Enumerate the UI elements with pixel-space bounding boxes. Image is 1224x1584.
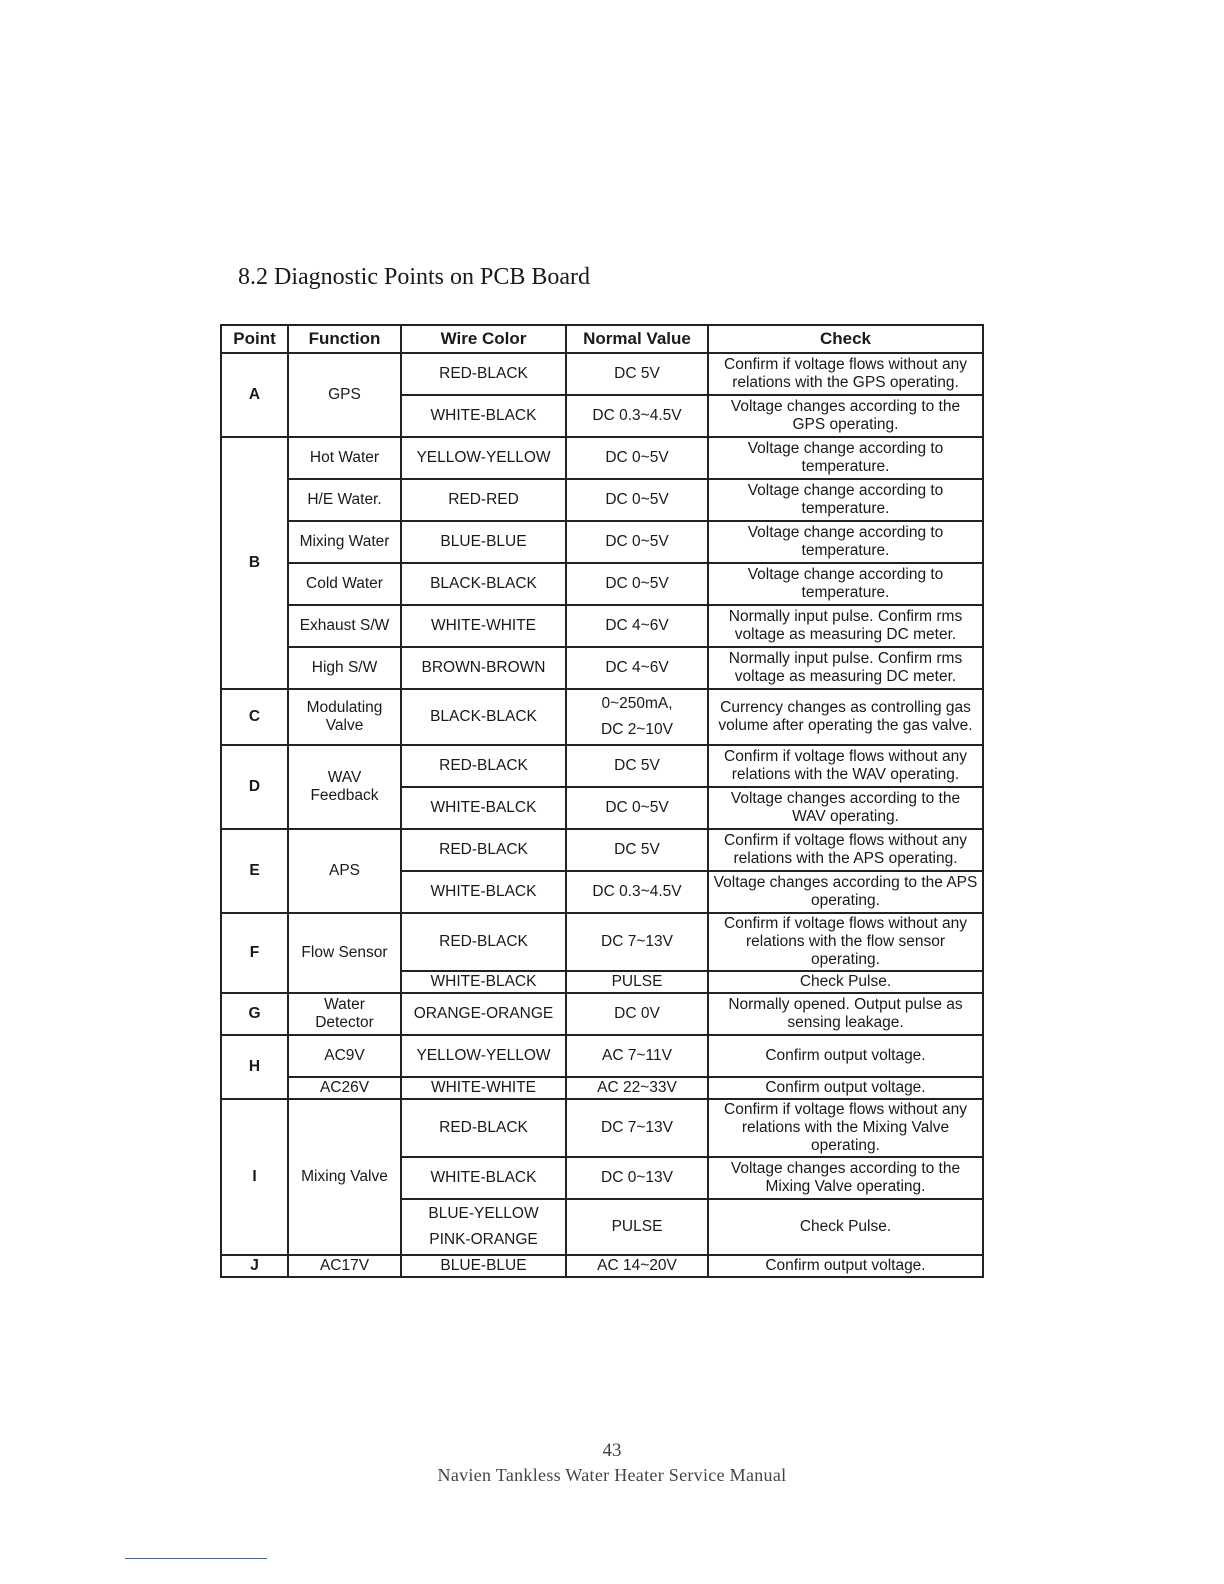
table-row <box>221 913 983 971</box>
point-cell: B <box>221 437 288 689</box>
normal-value-cell: DC 0~5V <box>566 521 708 563</box>
check-cell: Normally input pulse. Confirm rms voltage as measuring DC meter. <box>708 605 983 647</box>
column-header-function: Function <box>288 325 401 353</box>
wire-color-cell: WHITE-BLACK <box>401 871 566 913</box>
point-cell: E <box>221 829 288 913</box>
footnote-rule <box>125 1558 267 1559</box>
normal-value-cell: DC 0.3~4.5V <box>566 395 708 437</box>
function-cell: H/E Water. <box>288 479 401 521</box>
normal-value-cell: DC 7~13V <box>566 913 708 971</box>
function-cell: WAV Feedback <box>288 745 401 829</box>
wire-color-line: BLUE-YELLOW <box>428 1205 539 1222</box>
wire-color-cell: YELLOW-YELLOW <box>401 1035 566 1077</box>
function-cell: Mixing Valve <box>288 1099 401 1255</box>
check-cell: Confirm if voltage flows without any relations with the GPS operating. <box>708 353 983 395</box>
function-cell: Modulating Valve <box>288 689 401 745</box>
wire-color-cell: ORANGE-ORANGE <box>401 993 566 1035</box>
check-cell: Check Pulse. <box>708 1199 983 1255</box>
wire-color-cell: RED-BLACK <box>401 913 566 971</box>
function-cell: APS <box>288 829 401 913</box>
check-cell: Voltage changes according to the WAV operating. <box>708 787 983 829</box>
function-cell: Hot Water <box>288 437 401 479</box>
check-cell: Voltage changes according to the Mixing Valve operating. <box>708 1157 983 1199</box>
normal-value-cell: AC 7~11V <box>566 1035 708 1077</box>
point-cell: C <box>221 689 288 745</box>
check-cell: Normally opened. Output pulse as sensing leakage. <box>708 993 983 1035</box>
wire-color-cell: YELLOW-YELLOW <box>401 437 566 479</box>
check-cell: Voltage change according to temperature. <box>708 521 983 563</box>
check-cell: Currency changes as controlling gas volume after operating the gas valve. <box>708 689 983 745</box>
check-cell: Confirm if voltage flows without any relations with the Mixing Valve operating. <box>708 1099 983 1157</box>
table-row <box>221 993 983 1035</box>
normal-value-line: 0~250mA, <box>601 695 673 712</box>
column-header-normal-value: Normal Value <box>566 325 708 353</box>
table-row <box>221 1035 983 1077</box>
table-row <box>221 829 983 871</box>
table-row <box>221 1255 983 1277</box>
check-cell: Confirm if voltage flows without any relations with the APS operating. <box>708 829 983 871</box>
function-cell: AC26V <box>288 1077 401 1099</box>
point-cell: I <box>221 1099 288 1255</box>
wire-color-cell: RED-BLACK <box>401 1099 566 1157</box>
function-cell: AC9V <box>288 1035 401 1077</box>
table-row <box>221 563 983 605</box>
point-cell: J <box>221 1255 288 1277</box>
wire-color-cell: RED-BLACK <box>401 745 566 787</box>
normal-value-cell: DC 5V <box>566 745 708 787</box>
point-cell: G <box>221 993 288 1035</box>
table-row <box>221 745 983 787</box>
normal-value-cell: AC 14~20V <box>566 1255 708 1277</box>
normal-value-cell: PULSE <box>566 1199 708 1255</box>
wire-color-line: PINK-ORANGE <box>429 1231 538 1248</box>
wire-color-cell <box>401 1199 566 1255</box>
point-cell: A <box>221 353 288 437</box>
function-cell: Flow Sensor <box>288 913 401 993</box>
diagnostic-points-table <box>220 324 984 1278</box>
table-row <box>221 689 983 745</box>
function-cell: AC17V <box>288 1255 401 1277</box>
normal-value-cell <box>566 689 708 745</box>
wire-color-cell: WHITE-WHITE <box>401 605 566 647</box>
check-cell: Check Pulse. <box>708 971 983 993</box>
check-cell: Confirm output voltage. <box>708 1035 983 1077</box>
normal-value-cell: DC 5V <box>566 353 708 395</box>
check-cell: Voltage change according to temperature. <box>708 437 983 479</box>
table-row <box>221 437 983 479</box>
wire-color-cell: WHITE-BLACK <box>401 395 566 437</box>
wire-color-cell: WHITE-WHITE <box>401 1077 566 1099</box>
normal-value-cell: DC 4~6V <box>566 647 708 689</box>
table-row <box>221 479 983 521</box>
normal-value-cell: DC 4~6V <box>566 605 708 647</box>
normal-value-cell: AC 22~33V <box>566 1077 708 1099</box>
normal-value-cell: DC 0~5V <box>566 787 708 829</box>
point-cell: F <box>221 913 288 993</box>
wire-color-cell: BLACK-BLACK <box>401 563 566 605</box>
check-cell: Voltage changes according to the APS operating. <box>708 871 983 913</box>
check-cell: Confirm if voltage flows without any relations with the flow sensor operating. <box>708 913 983 971</box>
check-cell: Normally input pulse. Confirm rms voltage as measuring DC meter. <box>708 647 983 689</box>
table-row <box>221 647 983 689</box>
column-header-point: Point <box>221 325 288 353</box>
wire-color-cell: WHITE-BALCK <box>401 787 566 829</box>
table-row <box>221 521 983 563</box>
function-cell: High S/W <box>288 647 401 689</box>
function-cell: GPS <box>288 353 401 437</box>
normal-value-cell: PULSE <box>566 971 708 993</box>
normal-value-cell: DC 0~5V <box>566 563 708 605</box>
check-cell: Confirm output voltage. <box>708 1255 983 1277</box>
table-row <box>221 1099 983 1157</box>
normal-value-cell: DC 5V <box>566 829 708 871</box>
function-cell: Cold Water <box>288 563 401 605</box>
normal-value-cell: DC 7~13V <box>566 1099 708 1157</box>
function-cell: Mixing Water <box>288 521 401 563</box>
page-number: 43 <box>602 1440 622 1461</box>
check-cell: Voltage changes according to the GPS operating. <box>708 395 983 437</box>
column-header-check: Check <box>708 325 983 353</box>
wire-color-cell: RED-BLACK <box>401 829 566 871</box>
function-cell: Exhaust S/W <box>288 605 401 647</box>
wire-color-cell: BLACK-BLACK <box>401 689 566 745</box>
normal-value-line: DC 2~10V <box>601 721 673 738</box>
wire-color-cell: RED-RED <box>401 479 566 521</box>
check-cell: Confirm if voltage flows without any relations with the WAV operating. <box>708 745 983 787</box>
table-header-row <box>221 325 983 353</box>
table-row <box>221 605 983 647</box>
section-heading: 8.2 Diagnostic Points on PCB Board <box>238 264 591 290</box>
point-cell: D <box>221 745 288 829</box>
wire-color-cell: WHITE-BLACK <box>401 1157 566 1199</box>
point-cell: H <box>221 1035 288 1099</box>
wire-color-cell: BLUE-BLUE <box>401 1255 566 1277</box>
normal-value-cell: DC 0~5V <box>566 437 708 479</box>
normal-value-cell: DC 0.3~4.5V <box>566 871 708 913</box>
wire-color-cell: BLUE-BLUE <box>401 521 566 563</box>
function-cell: Water Detector <box>288 993 401 1035</box>
check-cell: Confirm output voltage. <box>708 1077 983 1099</box>
table-row <box>221 353 983 395</box>
footer-title: Navien Tankless Water Heater Service Manual <box>437 1465 787 1485</box>
wire-color-cell: BROWN-BROWN <box>401 647 566 689</box>
normal-value-cell: DC 0V <box>566 993 708 1035</box>
check-cell: Voltage change according to temperature. <box>708 479 983 521</box>
normal-value-cell: DC 0~5V <box>566 479 708 521</box>
check-cell: Voltage change according to temperature. <box>708 563 983 605</box>
wire-color-cell: WHITE-BLACK <box>401 971 566 993</box>
normal-value-cell: DC 0~13V <box>566 1157 708 1199</box>
wire-color-cell: RED-BLACK <box>401 353 566 395</box>
table-row <box>221 1077 983 1099</box>
column-header-wire-color: Wire Color <box>401 325 566 353</box>
